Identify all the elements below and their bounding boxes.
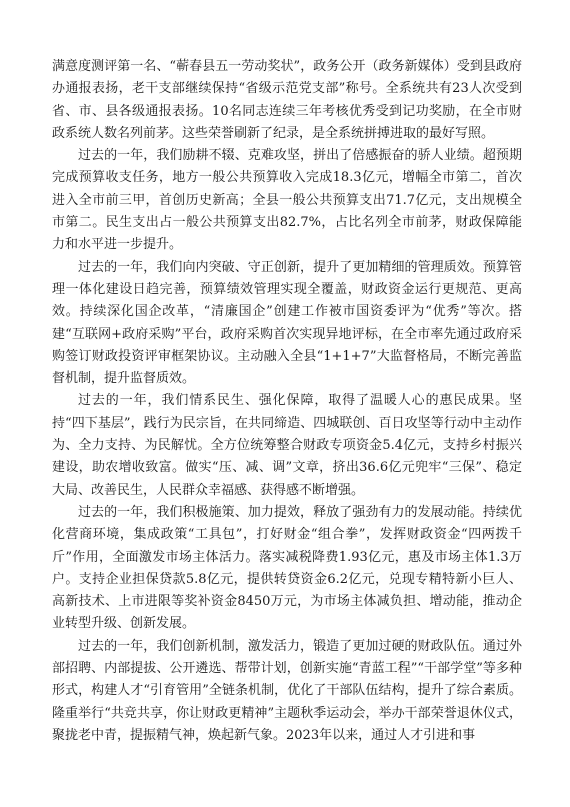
paragraph-honors: 满意度测评第一名、“蕲春县五一劳动奖状”，政务公开（政务新媒体）受到县政府办通报表扬，老干支部继续保持“省级示范党支部”称号。全系统共有23人次受到省、市、县各级通报表扬。10名同志连续三年考核优秀受到记功奖励，在全市财政系统人数名列前茅。这些荣誉刷新了纪录，是全系统拼搏进取的最好写照。 [52, 59, 522, 141]
paragraph-development: 过去的一年，我们积极施策、加力提效，释放了强劲有力的发展动能。持续优化营商环境，集成政策“工具包”，打好财金“组合拳”，发挥财政资金“四两拨千斤”作用，全面激发市场主体活力。落实减税降费1.93亿元，惠及市场主体1.3万户。支持企业担保贷款5.8亿元，提供转贷资金6.2亿元，兑现专精特新小巨人、高新技术、上市进限等奖补资金8450万元，为市场主体减负担、增动能，推动企业转型升级、创新发展。 [52, 504, 522, 632]
paragraph-team: 过去的一年，我们创新机制，激发活力，锻造了更加过硬的财政队伍。通过外部招聘、内部提拔、公开遴选、帮带计划，创新实施“青蓝工程”“干部学堂”等多种形式，构建人才“引育管用”全链条机制，优化了干部队伍结构，提升了综合素质。隆重举行“共竞共享，你让财政更精神”主题秋季运动会，举办干部荣誉退休仪式，聚拢老中青，提振精气神，焕起新气象。2023年以来，通过人才引进和事 [52, 638, 522, 743]
paragraph-livelihood: 过去的一年，我们情系民生、强化保障，取得了温暖人心的惠民成果。坚持“四下基层”，践行为民宗旨，在共同缔造、四城联创、百日攻坚等行动中主动作为、全力支持、为民解忧。全方位统筹整合财政专项资金5.4亿元，支持乡村振兴建设，助农增收致富。做实“压、减、调”文章，挤出36.6亿元兜牢“三保”、稳定大局、改善民生，人民群众幸福感、获得感不断增强。 [52, 393, 522, 498]
paragraph-performance: 过去的一年，我们励耕不辍、克难攻坚，拼出了倍感振奋的骄人业绩。超预期完成预算收支任务，地方一般公共预算收入完成18.3亿元，增幅全市第二，首次进入全市前三甲，首创历史新高；全县一般公共预算支出71.7亿元，支出规模全市第二。民生支出占一般公共预算支出82.7%，占比名列全市前茅，财政保障能力和水平进一步提升。 [52, 148, 522, 253]
document-page [52, 56, 522, 747]
paragraph-management: 过去的一年，我们向内突破、守正创新，提升了更加精细的管理质效。预算管理一体化建设日趋完善，预算绩效管理实现全覆盖，财政资金运行更规范、更高效。持续深化国企改革，“清廉国企”创建工作被市国资委评为“优秀”等次。搭建“互联网+政府采购”平台，政府采购首次实现异地评标，在全市率先通过政府采购签订财政投资评审框架协议。主动融入全县“1+1+7”大监督格局，不断完善监督机制，提升监督质效。 [52, 259, 522, 387]
